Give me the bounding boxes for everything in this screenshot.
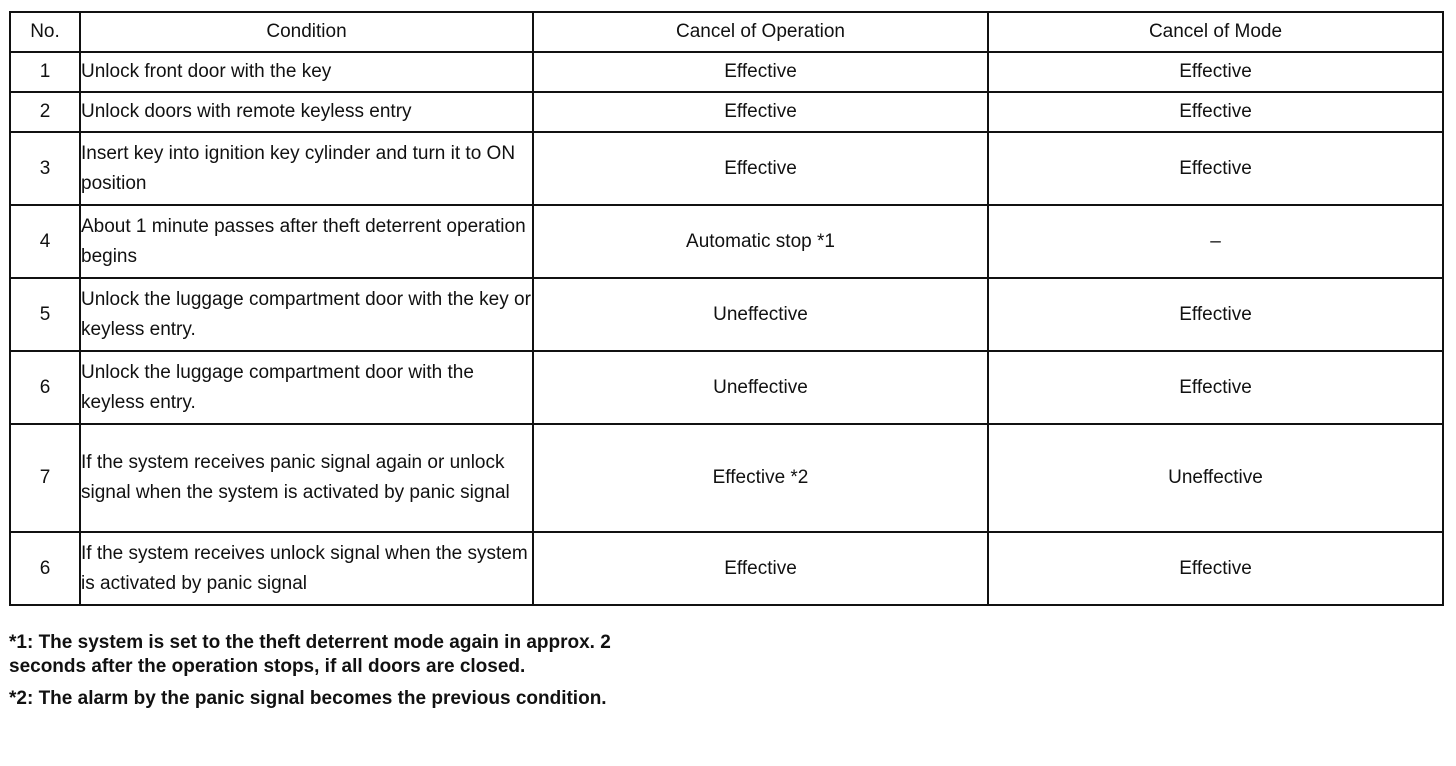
row-cancel-of-mode: –	[988, 205, 1443, 278]
row-number: 5	[10, 278, 80, 351]
row-cancel-of-operation: Uneffective	[533, 278, 988, 351]
row-cancel-of-operation: Effective	[533, 92, 988, 132]
table-row	[10, 351, 1443, 424]
row-cancel-of-mode: Effective	[988, 278, 1443, 351]
row-condition: Insert key into ignition key cylinder and turn it to ON position	[80, 132, 533, 205]
row-condition: Unlock the luggage compartment door with the key or keyless entry.	[80, 278, 533, 351]
header-condition: Condition	[80, 12, 533, 52]
row-condition: About 1 minute passes after theft deterrent operation begins	[80, 205, 533, 278]
row-cancel-of-mode: Effective	[988, 92, 1443, 132]
table-row	[10, 132, 1443, 205]
footnote-1: *1: The system is set to the theft deterrent mode again in approx. 2 seconds after the operation stops, if all doors are closed.	[9, 632, 611, 677]
footnote-2: *2: The alarm by the panic signal becomes the previous condition.	[9, 688, 607, 709]
row-number: 4	[10, 205, 80, 278]
row-number: 3	[10, 132, 80, 205]
row-cancel-of-operation: Effective	[533, 132, 988, 205]
table-row	[10, 205, 1443, 278]
row-cancel-of-operation: Effective	[533, 532, 988, 605]
row-number: 6	[10, 532, 80, 605]
row-number: 1	[10, 52, 80, 92]
table-row	[10, 92, 1443, 132]
table-row	[10, 278, 1443, 351]
condition-table	[9, 11, 1444, 606]
table-header-row	[10, 12, 1443, 52]
row-cancel-of-operation: Effective *2	[533, 424, 988, 532]
row-cancel-of-mode: Effective	[988, 52, 1443, 92]
row-number: 7	[10, 424, 80, 532]
row-cancel-of-mode: Effective	[988, 351, 1443, 424]
row-condition: Unlock the luggage compartment door with the keyless entry.	[80, 351, 533, 424]
row-number: 2	[10, 92, 80, 132]
row-cancel-of-operation: Automatic stop *1	[533, 205, 988, 278]
footnotes	[9, 631, 659, 719]
row-condition: Unlock front door with the key	[80, 52, 533, 92]
header-cancel-of-mode: Cancel of Mode	[988, 12, 1443, 52]
table-row	[10, 532, 1443, 605]
row-cancel-of-mode: Uneffective	[988, 424, 1443, 532]
row-condition: Unlock doors with remote keyless entry	[80, 92, 533, 132]
table-row	[10, 52, 1443, 92]
row-cancel-of-mode: Effective	[988, 132, 1443, 205]
row-cancel-of-mode: Effective	[988, 532, 1443, 605]
row-condition: If the system receives unlock signal when the system is activated by panic signal	[80, 532, 533, 605]
row-number: 6	[10, 351, 80, 424]
header-no: No.	[10, 12, 80, 52]
row-condition: If the system receives panic signal again or unlock signal when the system is activated by panic signal	[80, 424, 533, 532]
header-cancel-of-operation: Cancel of Operation	[533, 12, 988, 52]
row-cancel-of-operation: Uneffective	[533, 351, 988, 424]
table-row	[10, 424, 1443, 532]
row-cancel-of-operation: Effective	[533, 52, 988, 92]
